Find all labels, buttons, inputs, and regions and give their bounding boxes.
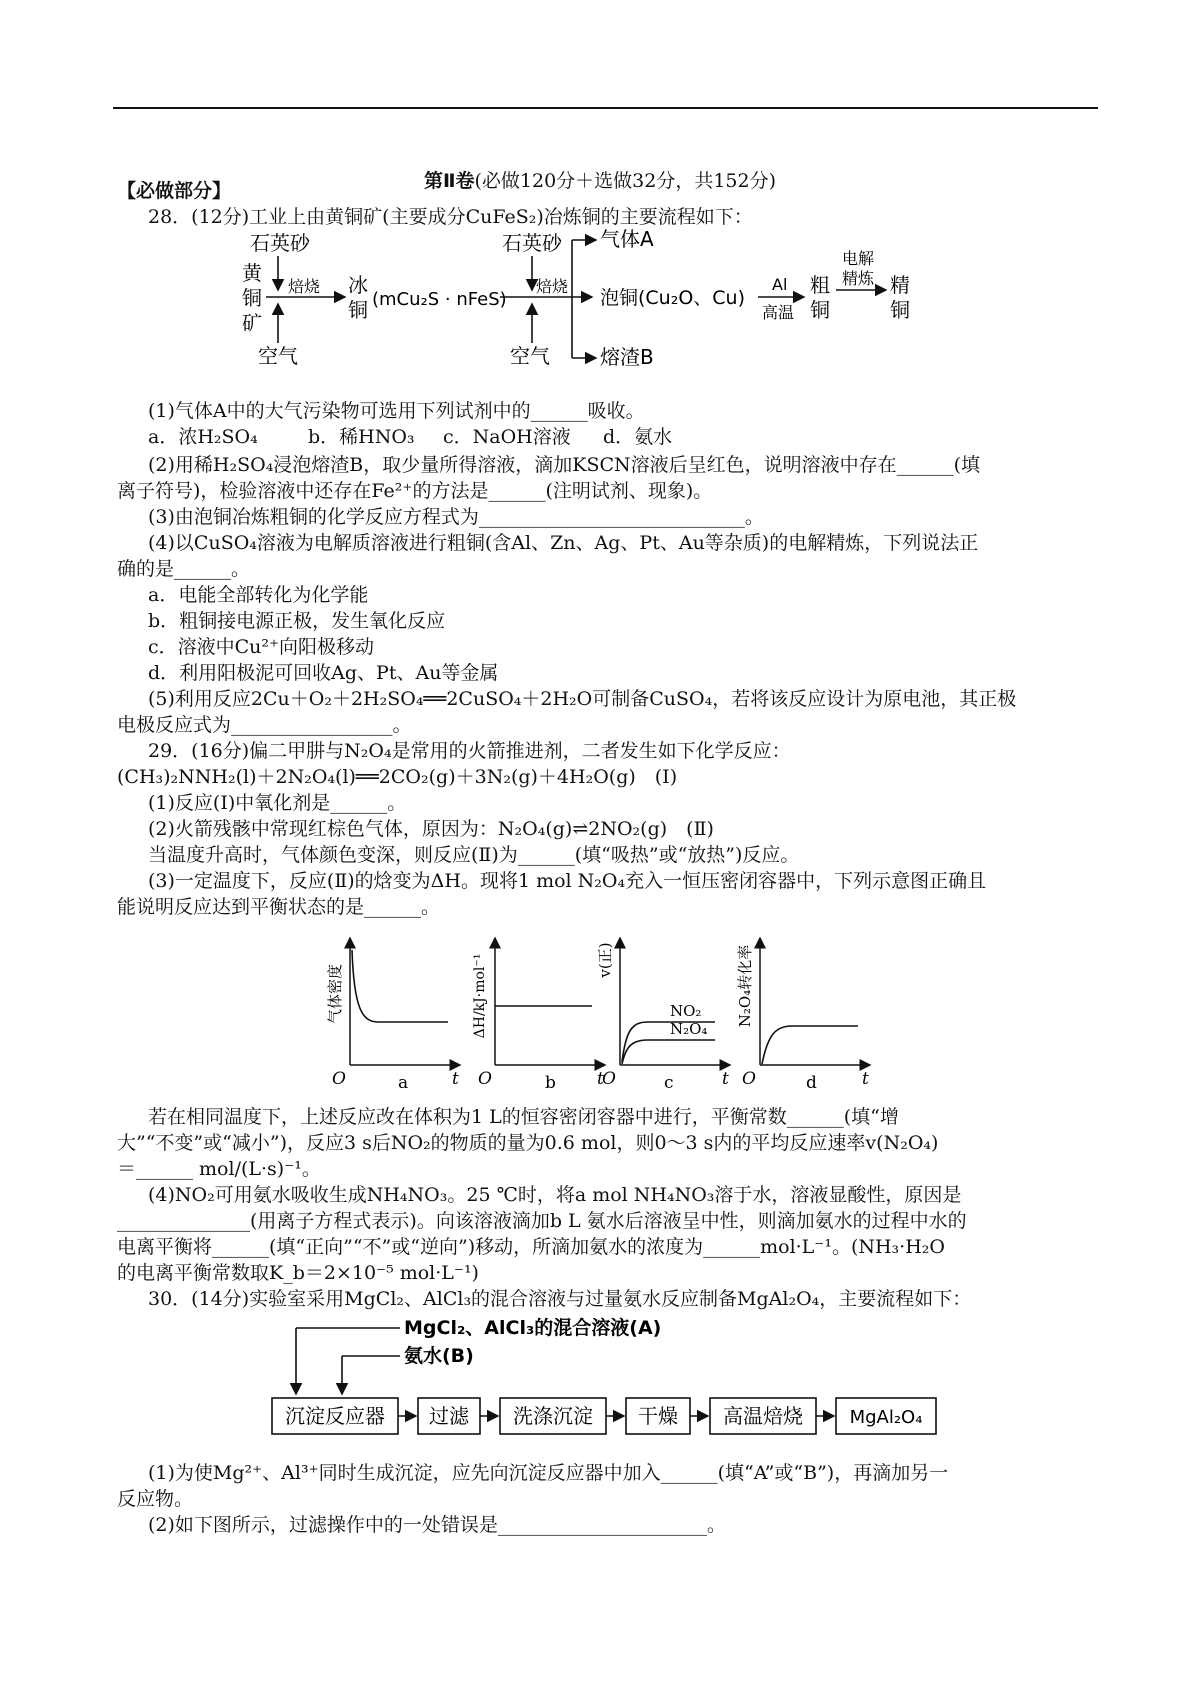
svg-text:干燥: 干燥 <box>638 1404 678 1428</box>
svg-text:过滤: 过滤 <box>429 1404 469 1428</box>
q28-p4-line1: (4)以CuSO₄溶液为电解质溶液进行粗铜(含Al、Zn、Ag、Pt、Au等杂质)的电解精炼，下列说法正 <box>148 532 979 554</box>
graph-a <box>326 938 460 1093</box>
q28-p3: (3)由泡铜冶炼粗铜的化学反应方程式为____________________________。 <box>148 506 764 528</box>
svg-text:t: t <box>862 1069 869 1089</box>
svg-text:O: O <box>742 1069 756 1089</box>
svg-text:ΔH/kJ·mol⁻¹: ΔH/kJ·mol⁻¹ <box>472 953 488 1039</box>
q28-p4-option-a: a．电能全部转化为化学能 <box>148 584 369 606</box>
svg-text:矿: 矿 <box>242 311 262 335</box>
svg-text:(mCu₂S · nFeS): (mCu₂S · nFeS) <box>372 289 507 310</box>
q29-p2-line2: 当温度升高时，气体颜色变深，则反应(Ⅱ)为______(填“吸热”或“放热”)反应。 <box>148 844 800 866</box>
q29-p3-line3: 若在相同温度下，上述反应改在体积为1 L的恒容密闭容器中进行，平衡常数______(填“增 <box>148 1106 899 1128</box>
q29-p3-line2: 能说明反应达到平衡状态的是______。 <box>117 896 441 918</box>
svg-text:v(正): v(正) <box>596 942 614 978</box>
svg-text:O: O <box>602 1069 616 1089</box>
svg-text:a: a <box>398 1073 409 1093</box>
q28-p2-line1: (2)用稀H₂SO₄浸泡熔渣B，取少量所得溶液，滴加KSCN溶液后呈红色，说明溶液中存在______(填 <box>148 454 981 476</box>
ammonia-b: 氨水(B) <box>404 1345 474 1367</box>
q29-p4-line1: (4)NO₂可用氨水吸收生成NH₄NO₃。25 ℃时，将a mol NH₄NO₃溶于水，溶液显酸性，原因是 <box>148 1184 962 1206</box>
svg-text:铜: 铜 <box>890 298 910 322</box>
q28-p4-option-d: d．利用阳极泥可回收Ag、Pt、Au等金属 <box>148 662 499 684</box>
q28-p4-option-b: b．粗铜接电源正极，发生氧化反应 <box>148 610 446 632</box>
q29-p3-line4: 大”“不变”或“减小”)，反应3 s后NO₂的物质的量为0.6 mol，则0～3 s内的平均反应速率v(N₂O₄) <box>117 1132 939 1154</box>
svg-text:精: 精 <box>890 273 910 297</box>
q29-p1: (1)反应(Ⅰ)中氧化剂是______。 <box>148 792 407 814</box>
q28-p4-line2: 确的是______。 <box>117 558 251 580</box>
svg-text:O: O <box>332 1069 346 1089</box>
svg-text:黄: 黄 <box>242 261 262 285</box>
svg-text:N₂O₄转化率: N₂O₄转化率 <box>736 944 754 1028</box>
top-rule <box>113 107 1098 109</box>
q28-flowchart <box>230 228 990 400</box>
q28-p5-line2: 电极反应式为_________________。 <box>117 714 412 736</box>
q29-p4-line2: ______________(用离子方程式表示)。向该溶液滴加b L 氨水后溶液呈中性，则滴加氨水的过程中水的 <box>117 1210 967 1232</box>
graph-d <box>736 938 870 1093</box>
svg-text:铜: 铜 <box>810 298 830 322</box>
svg-text:石英砂: 石英砂 <box>502 231 562 255</box>
svg-text:精炼: 精炼 <box>842 269 875 288</box>
svg-text:NO₂: NO₂ <box>670 1002 702 1020</box>
svg-text:粗: 粗 <box>810 273 830 297</box>
q29-p3-line5: ＝______ mol/(L·s)⁻¹。 <box>117 1158 321 1180</box>
q29-p2-line1: (2)火箭残骸中常现红棕色气体，原因为：N₂O₄(g)⇌2NO₂(g) (Ⅱ) <box>148 818 714 840</box>
svg-text:N₂O₄: N₂O₄ <box>670 1020 708 1038</box>
solution-a: MgCl₂、AlCl₃的混合溶液(A) <box>404 1317 662 1339</box>
slag-b: 熔渣B <box>600 345 654 369</box>
quartz-sand-1: 石英砂 <box>250 231 310 255</box>
graph-b <box>472 938 605 1093</box>
svg-text:焙烧: 焙烧 <box>536 277 569 296</box>
q28-p4-option-c: c．溶液中Cu²⁺向阳极移动 <box>148 636 375 658</box>
q28-p2-line2: 离子符号)，检验溶液中还存在Fe²⁺的方法是______(注明试剂、现象)。 <box>117 480 713 502</box>
q29-p4-line3: 电离平衡将______(填“正向”“不”或“逆向”)移动，所滴加氨水的浓度为______mol·L⁻¹。(NH₃·H₂O <box>117 1236 945 1258</box>
q28-p1-options: a．浓H₂SO₄ b．稀HNO₃ c．NaOH溶液 d．氨水 <box>148 426 673 448</box>
q30-p1-line1: (1)为使Mg²⁺、Al³⁺同时生成沉淀，应先向沉淀反应器中加入______(填“A”或“B”)，再滴加另一 <box>148 1462 949 1484</box>
svg-text:d: d <box>806 1073 817 1093</box>
svg-text:铜: 铜 <box>348 298 368 322</box>
svg-text:高温: 高温 <box>762 303 795 322</box>
svg-text:MgAl₂O₄: MgAl₂O₄ <box>849 1407 923 1428</box>
svg-text:焙烧: 焙烧 <box>288 277 321 296</box>
q28-stem: 28．(12分)工业上由黄铜矿(主要成分CuFeS₂)冶炼铜的主要流程如下： <box>148 206 753 228</box>
svg-text:冰: 冰 <box>348 273 368 297</box>
gas-a: 气体A <box>600 227 654 251</box>
svg-text:沉淀反应器: 沉淀反应器 <box>285 1404 385 1428</box>
section-title: 第Ⅱ卷(必做120分＋选做32分，共152分) <box>423 170 777 192</box>
svg-text:空气: 空气 <box>510 344 550 368</box>
q29-graphs <box>326 930 920 1100</box>
svg-text:c: c <box>664 1073 674 1093</box>
graph-c <box>596 938 730 1093</box>
svg-text:t: t <box>452 1069 459 1089</box>
svg-text:气体密度: 气体密度 <box>326 963 344 1025</box>
q28-p5-line1: (5)利用反应2Cu＋O₂＋2H₂SO₄══2CuSO₄＋2H₂O可制备CuSO₄，若将该反应设计为原电池，其正极 <box>148 688 1017 710</box>
svg-text:b: b <box>545 1073 556 1093</box>
svg-text:铜: 铜 <box>242 286 262 310</box>
q30-p1-line2: 反应物。 <box>117 1488 194 1510</box>
q30-p2: (2)如下图所示，过滤操作中的一处错误是______________________。 <box>148 1514 726 1536</box>
svg-text:Al: Al <box>772 275 788 294</box>
blister-copper: 泡铜(Cu₂O、Cu) <box>600 287 746 309</box>
q30-flowchart <box>268 1314 988 1454</box>
q28-p1: (1)气体A中的大气污染物可选用下列试剂中的______吸收。 <box>148 400 645 422</box>
q30-stem: 30．(14分)实验室采用MgCl₂、AlCl₃的混合溶液与过量氨水反应制备MgAl₂O₄，主要流程如下： <box>148 1288 972 1310</box>
svg-text:洗涤沉淀: 洗涤沉淀 <box>513 1404 593 1428</box>
q29-p3-line1: (3)一定温度下，反应(Ⅱ)的焓变为ΔH。现将1 mol N₂O₄充入一恒压密闭容器中，下列示意图正确且 <box>148 870 987 892</box>
svg-text:电解: 电解 <box>842 249 875 268</box>
svg-text:O: O <box>478 1069 492 1089</box>
svg-text:空气: 空气 <box>258 344 298 368</box>
svg-text:t: t <box>597 1069 604 1089</box>
q29-stem: 29．(16分)偏二甲肼与N₂O₄是常用的火箭推进剂，二者发生如下化学反应： <box>148 740 791 762</box>
svg-text:高温焙烧: 高温焙烧 <box>723 1404 803 1428</box>
svg-text:t: t <box>722 1069 729 1089</box>
q29-reaction-1: (CH₃)₂NNH₂(l)＋2N₂O₄(l)══2CO₂(g)＋3N₂(g)＋4H₂O(g) (Ⅰ) <box>117 766 678 788</box>
section-heading: 【必做部分】 <box>117 180 232 202</box>
q29-p4-line4: 的电离平衡常数取K_b＝2×10⁻⁵ mol·L⁻¹) <box>117 1262 479 1284</box>
